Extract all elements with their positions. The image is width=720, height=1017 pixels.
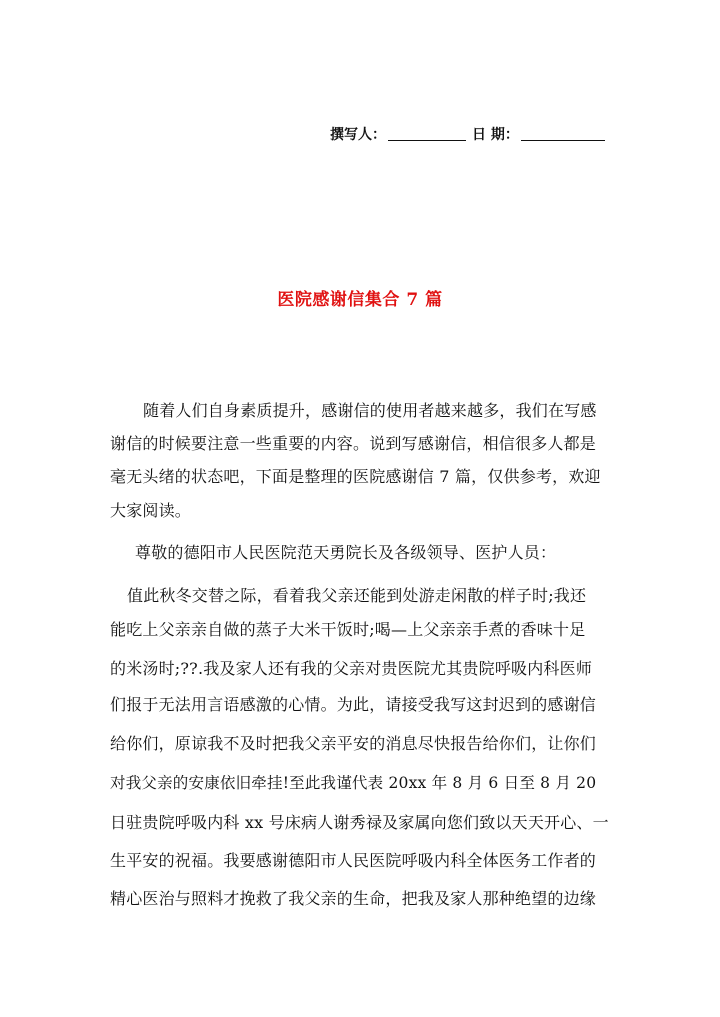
date-blank	[521, 140, 605, 141]
body-line: 对我父亲的安康依旧牵挂!至此我谨代表 20xx 年 8 月 6 日至 8 月 20	[110, 774, 597, 792]
body-line: 们报于无法用言语感激的心情。为此，请接受我写这封迟到的感谢信	[110, 695, 597, 714]
body-line: 的米汤时;??.我及家人还有我的父亲对贵医院尤其贵院呼吸内科医师	[110, 659, 593, 678]
body-line: 值此秋冬交替之际，看着我父亲还能到处游走闲散的样子时;我还	[127, 586, 587, 605]
body-line: 给你们，原谅我不及时把我父亲平安的消息尽快报告给你们，让你们	[110, 734, 597, 753]
body-line: 日驻贵院呼吸内科 xx 号床病人谢秀禄及家属向您们致以天天开心、一	[110, 813, 609, 832]
body-line: 生平安的祝福。我要感谢德阳市人民医院呼吸内科全体医务工作者的	[110, 851, 597, 870]
author-label: 撰写人：	[330, 127, 386, 143]
body-line: 谢信的时候要注意一些重要的内容。说到写感谢信，相信很多人都是	[110, 434, 597, 453]
body-line: 能吃上父亲亲自做的蒸子大米干饭时;喝—上父亲亲手煮的香味十足	[110, 620, 586, 639]
body-line: 毫无头绪的状态吧，下面是整理的医院感谢信 7 篇，仅供参考，欢迎	[110, 467, 601, 486]
body-line: 精心医治与照料才挽救了我父亲的生命，把我及家人那种绝望的边缘	[110, 889, 597, 908]
body-line: 大家阅读。	[110, 501, 192, 520]
author-date-line	[330, 124, 630, 144]
date-label: 日 期：	[472, 127, 519, 143]
body-line: 尊敬的德阳市人民医院范天勇院长及各级领导、医护人员：	[135, 543, 557, 562]
author-blank	[388, 140, 466, 141]
body-line: 随着人们自身素质提升，感谢信的使用者越来越多，我们在写感	[143, 401, 597, 420]
page-title: 医院感谢信集合 7 篇	[277, 290, 443, 310]
